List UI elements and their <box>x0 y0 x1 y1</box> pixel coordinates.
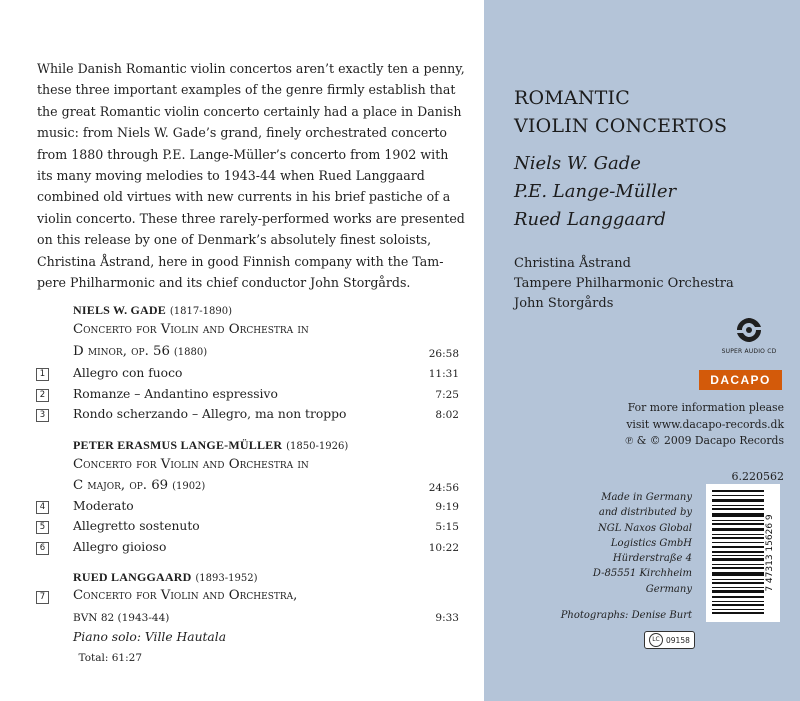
track-title: Allegretto sostenuto <box>73 519 200 533</box>
work-title: Concerto for Violin and Orchestra in <box>73 322 309 337</box>
performer-list: Christina Åstrand Tampere Philharmonic Orchestra John Storgårds <box>514 256 734 311</box>
track-duration: 11:31 <box>428 368 459 380</box>
track-title: Allegro con fuoco <box>73 366 183 380</box>
work-title: Concerto for Violin and Orchestra in <box>73 457 309 472</box>
more-info: For more information please visit www.dacapo-records.dk ℗ & © 2009 Dacapo Records <box>625 401 784 447</box>
total-duration: Total: 61:27 <box>78 652 142 664</box>
intro-line: on this release by one of Denmark’s absolutely finest soloists, <box>37 232 432 248</box>
track-duration: 7:25 <box>435 389 459 401</box>
track-number: 2 <box>36 389 49 402</box>
track-title: Allegro gioioso <box>73 540 167 554</box>
track-duration: 9:19 <box>435 501 459 513</box>
composer-years: (1850-1926) <box>286 441 349 452</box>
intro-line: from 1880 through P.E. Lange-Müller’s concerto from 1902 with <box>37 146 449 162</box>
composer-heading-langgaard <box>73 570 258 585</box>
composer-heading-gade <box>73 303 232 318</box>
track-number: 1 <box>36 368 49 381</box>
track-duration: 5:15 <box>435 521 459 533</box>
work-title-line2: D minor, op. 56 (1880) <box>73 344 208 359</box>
barcode-bars <box>706 484 780 622</box>
composer-heading-lange-muller <box>73 438 348 453</box>
barcode <box>706 484 780 622</box>
intro-line: combined old virtues with new currents in his brief pastiche of a <box>37 189 451 205</box>
distribution-info: Made in Germany and distributed by NGL Naxos Global Logistics GmbH Hürderstraße 4 D-85551 Kirchheim Germany <box>592 492 692 595</box>
composer-name: PETER ERASMUS LANGE-MÜLLER <box>73 438 283 452</box>
intro-line: music: from Niels W. Gade’s grand, finely orchestrated concerto <box>37 125 447 141</box>
lc-icon: LC <box>649 633 663 647</box>
composer-name: NIELS W. GADE <box>73 303 166 317</box>
sacd-logo <box>714 316 784 355</box>
track-title: Romanze – Andantino espressivo <box>73 387 278 401</box>
intro-line: Christina Åstrand, here in good Finnish company with the Tam- <box>37 253 444 269</box>
composer-years: (1893-1952) <box>195 573 258 584</box>
work-title-line2: C major, op. 69 (1902) <box>73 478 206 493</box>
intro-text <box>37 58 467 293</box>
work-duration: 26:58 <box>428 348 459 360</box>
intro-line: pere Philharmonic and its chief conductor John Storgårds. <box>37 275 411 291</box>
track-number: 6 <box>36 542 49 555</box>
dacapo-logo: DACAPO <box>699 370 782 390</box>
track-number: 5 <box>36 521 49 534</box>
catalog-number: 6.220562 <box>731 470 784 483</box>
work-title: Concerto for Violin and Orchestra, <box>73 588 298 603</box>
track-duration: 8:02 <box>435 409 459 421</box>
track-duration: 10:22 <box>428 542 459 554</box>
track-number: 4 <box>36 501 49 514</box>
intro-line: While Danish Romantic violin concertos aren’t exactly ten a penny, <box>37 61 465 76</box>
track-number: 3 <box>36 409 49 422</box>
composer-list: Niels W. Gade P.E. Lange-Müller Rued Langgaard <box>514 153 677 230</box>
label-code <box>644 631 695 649</box>
album-title: ROMANTIC VIOLIN CONCERTOS <box>514 87 728 137</box>
sacd-label: SUPER AUDIO CD <box>721 348 777 355</box>
track-title: Moderato <box>73 499 134 513</box>
composer-name: RUED LANGGAARD <box>73 570 192 584</box>
work-catalog: BVN 82 (1943-44) <box>73 612 170 624</box>
intro-line: its many moving melodies to 1943-44 when Rued Langgaard <box>37 168 425 184</box>
intro-line: the great Romantic violin concerto certainly had a place in Danish <box>37 103 462 119</box>
sacd-disc-icon <box>733 316 765 344</box>
barcode-digits: 7 47313 15626 9 <box>765 514 775 592</box>
track-duration: 9:33 <box>435 612 459 624</box>
piano-soloist: Piano solo: Ville Hautala <box>73 630 227 644</box>
work-duration: 24:56 <box>428 482 459 494</box>
composer-years: (1817-1890) <box>169 306 232 317</box>
intro-line: these three important examples of the genre firmly establish that <box>37 82 456 98</box>
lc-code: 09158 <box>666 635 690 645</box>
intro-line: violin concerto. These three rarely-performed works are presented <box>37 210 465 226</box>
track-number: 7 <box>36 591 49 604</box>
track-title: Rondo scherzando – Allegro, ma non troppo <box>73 407 347 421</box>
photo-credit: Photographs: Denise Burt <box>560 610 692 621</box>
